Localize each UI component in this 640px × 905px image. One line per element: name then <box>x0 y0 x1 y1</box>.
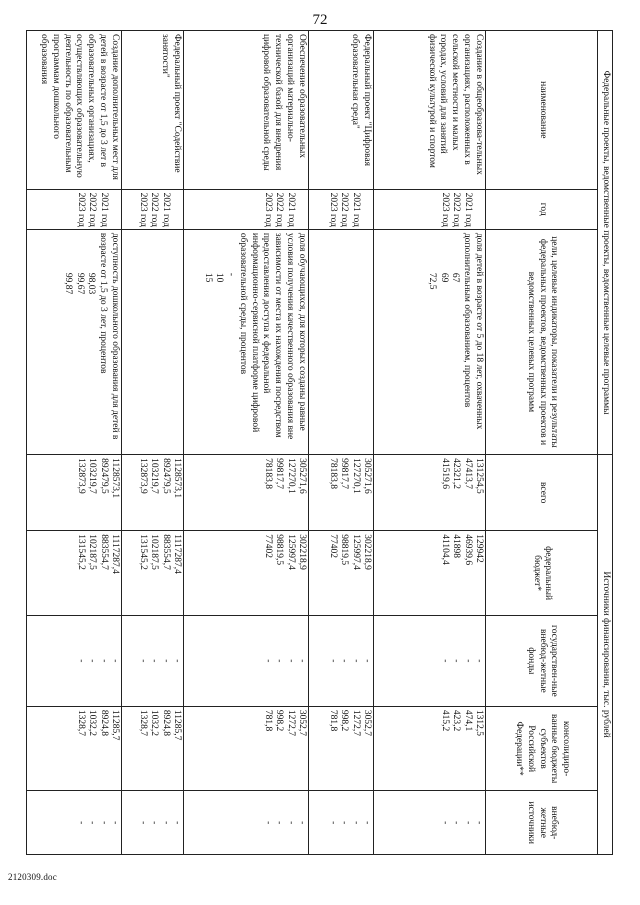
year-cell <box>27 189 122 229</box>
offbudget-cell-value: - <box>137 821 148 825</box>
header-federal: федеральный бюджет* <box>486 531 598 616</box>
year-cell-value: 2022 год <box>87 192 98 227</box>
state-funds-cell <box>374 615 486 706</box>
year-cell-value: 2023 год <box>327 192 338 227</box>
indicator-text: доступность дошкольного образования для детей в возрасте от 1,5 до 3 лет, процентов <box>98 232 121 440</box>
total-cell-value: 99817,7 <box>274 458 285 489</box>
table-row <box>184 31 309 855</box>
indicator-value <box>361 273 373 451</box>
federal-cell-value: 98819,5 <box>274 534 285 566</box>
year-cell-value <box>473 193 485 226</box>
consolidated-cell-value: 1272,7 <box>285 709 296 736</box>
federal-cell <box>309 531 374 616</box>
indicator-text: доля детей в возрасте от 5 до 18 лет, охваченных дополнительным образованием, процентов <box>462 232 485 430</box>
federal-cell <box>122 531 184 616</box>
indicator-values <box>148 233 183 451</box>
indicator-value <box>159 273 171 451</box>
project-name: Создание дополнительных мест для детей в возрасте от 1,5 до 3 лет в образовательных организациях, осуществляющих образовательную деятельность по образовательным программам дошкольного образования <box>27 31 122 190</box>
federal-cell-value: 129942 <box>474 534 485 563</box>
year-cell-value: 2021 год <box>350 192 361 227</box>
state-funds-cell-value: - <box>362 659 373 663</box>
year-cell-value <box>361 193 373 226</box>
federal-cell-value: 125997,4 <box>350 534 361 570</box>
year-cell <box>122 189 184 229</box>
year-cell-value <box>171 193 183 226</box>
total-cell <box>122 455 184 531</box>
offbudget-cell-value: - <box>160 821 171 825</box>
federal-cell <box>374 531 486 616</box>
header-group-funding: Источники финансирования, тыс. рублей <box>598 455 613 855</box>
funding-table <box>26 30 613 855</box>
total-cell-value: 78183,8 <box>327 458 338 489</box>
offbudget-cell-value: - <box>110 821 121 825</box>
state-funds-cell-value: - <box>327 659 338 663</box>
offbudget-cell-value: - <box>149 821 160 825</box>
table-row <box>374 31 486 855</box>
consolidated-cell-value: 423,2 <box>451 709 462 732</box>
offbudget-cell-value: - <box>339 821 350 825</box>
consolidated-cell-value: 3052,7 <box>362 709 373 736</box>
federal-cell-value: 98819,5 <box>339 534 350 566</box>
total-cell-value: 892479,5 <box>98 458 109 494</box>
federal-cell-value: 131545,2 <box>75 534 86 570</box>
indicator-value: 99,67 <box>74 272 85 295</box>
consolidated-cell-value: 1328,7 <box>75 709 86 736</box>
federal-cell-value: 883554,7 <box>160 534 171 570</box>
federal-cell-value: 302218,9 <box>362 534 373 570</box>
consolidated-cell-value: 1032,2 <box>87 709 98 736</box>
year-cell <box>184 189 309 229</box>
project-name: Федеральный проект "Содействие занятости" <box>122 31 184 190</box>
consolidated-cell <box>184 706 309 791</box>
federal-cell <box>27 531 122 616</box>
state-funds-cell-value: - <box>98 659 109 663</box>
offbudget-cell-value: - <box>274 821 285 825</box>
offbudget-cell-value: - <box>262 821 273 825</box>
indicator-value <box>148 273 160 451</box>
offbudget-cell-value: - <box>451 821 462 825</box>
table-body <box>27 31 486 855</box>
state-funds-cell-value: - <box>160 659 171 663</box>
header-name: наименование <box>486 31 598 190</box>
offbudget-cell-value: - <box>439 821 450 825</box>
consolidated-cell-value: 8924,8 <box>160 709 171 736</box>
state-funds-cell-value: - <box>137 659 148 663</box>
state-funds-cell-value: - <box>149 659 160 663</box>
consolidated-cell-value: 1312,5 <box>474 709 485 736</box>
consolidated-cell-value: 415,2 <box>439 709 450 732</box>
indicator-value: 98,03 <box>86 272 97 295</box>
state-funds-cell-value: - <box>172 659 183 663</box>
federal-cell-value: 302218,9 <box>297 534 308 570</box>
state-funds-cell-value: - <box>262 659 273 663</box>
total-cell-value: 127270,1 <box>285 458 296 494</box>
state-funds-cell-value: - <box>87 659 98 663</box>
year-cell-value: 2022 год <box>274 192 285 227</box>
year-cell-value <box>109 193 121 226</box>
table-row <box>309 31 374 855</box>
header-consolidated: консолидиро-ванные бюджеты субъектов Российской Федерации** <box>486 706 598 791</box>
offbudget-cell <box>309 791 374 855</box>
year-cell-value: 2023 год <box>439 192 450 227</box>
total-cell-value: 305271,6 <box>297 458 308 494</box>
state-funds-cell-value: - <box>439 659 450 663</box>
federal-cell <box>184 531 309 616</box>
consolidated-cell-value: 1032,2 <box>149 709 160 736</box>
consolidated-cell-value: 781,8 <box>327 709 338 732</box>
state-funds-cell-value: - <box>274 659 285 663</box>
indicator-value <box>171 273 183 451</box>
consolidated-cell <box>27 706 122 791</box>
federal-cell-value: 102187,5 <box>87 534 98 570</box>
offbudget-cell-value: - <box>362 821 373 825</box>
federal-cell-value: 77402 <box>327 534 338 559</box>
consolidated-cell-value: 3052,7 <box>297 709 308 736</box>
page-number: 72 <box>312 12 328 28</box>
indicator-value <box>349 273 361 451</box>
total-cell-value: 132873,9 <box>137 458 148 494</box>
year-cell <box>309 189 374 229</box>
consolidated-cell-value: 998,2 <box>274 709 285 732</box>
total-cell <box>27 455 122 531</box>
table-row <box>27 31 122 855</box>
state-funds-cell <box>309 615 374 706</box>
state-funds-cell-value: - <box>75 659 86 663</box>
total-cell-value: 1128573,1 <box>172 458 183 499</box>
total-cell-value: 127270,1 <box>350 458 361 494</box>
state-funds-cell-value: - <box>462 659 473 663</box>
year-cell-value: 2023 год <box>137 192 148 227</box>
state-funds-cell <box>184 615 309 706</box>
state-funds-cell-value: - <box>451 659 462 663</box>
federal-cell-value: 41104,4 <box>439 534 450 565</box>
offbudget-cell-value: - <box>172 821 183 825</box>
total-cell-value: 99817,7 <box>339 458 350 489</box>
consolidated-cell-value: 8924,8 <box>98 709 109 736</box>
federal-cell-value: 131545,2 <box>137 534 148 570</box>
offbudget-cell-value: - <box>474 821 485 825</box>
offbudget-cell-value: - <box>462 821 473 825</box>
indicator-cell <box>27 229 122 454</box>
offbudget-cell-value: - <box>350 821 361 825</box>
consolidated-cell-value: 1272,7 <box>350 709 361 736</box>
year-cell-value: 2023 год <box>75 192 86 227</box>
total-cell-value: 131254,5 <box>474 458 485 494</box>
federal-cell-value: 77402 <box>262 534 273 559</box>
indicator-cell <box>184 229 309 454</box>
state-funds-cell-value: - <box>339 659 350 663</box>
indicator-value: 69 <box>438 272 449 283</box>
indicator-value: 99,87 <box>63 272 74 295</box>
federal-cell-value: 46939,6 <box>462 534 473 566</box>
year-cell <box>374 189 486 229</box>
header-total: всего <box>486 455 598 531</box>
year-cell-value: 2021 год <box>462 192 473 227</box>
year-cell-value: 2022 год <box>451 192 462 227</box>
consolidated-cell-value: 474,1 <box>462 709 473 732</box>
offbudget-cell <box>27 791 122 855</box>
total-cell-value: 103219,7 <box>87 458 98 494</box>
offbudget-cell-value: - <box>297 821 308 825</box>
total-cell-value: 892479,5 <box>160 458 171 494</box>
federal-cell-value: 102187,5 <box>149 534 160 570</box>
federal-cell-value: 125997,4 <box>285 534 296 570</box>
document-code: 2120309.doc <box>8 872 57 882</box>
total-cell-value: 42321,2 <box>451 458 462 489</box>
total-cell-value: 47413,7 <box>462 458 473 489</box>
offbudget-cell <box>122 791 184 855</box>
consolidated-cell-value: 11285,7 <box>110 709 121 741</box>
year-cell-value: 2021 год <box>160 192 171 227</box>
federal-cell-value: 41898 <box>451 534 462 559</box>
total-cell <box>309 455 374 531</box>
state-funds-cell-value: - <box>285 659 296 663</box>
indicator-value: 10 <box>214 272 225 283</box>
state-funds-cell-value: - <box>297 659 308 663</box>
project-name: Федеральный проект "Цифровая образовательная среда" <box>309 31 374 190</box>
federal-cell-value: 883554,7 <box>98 534 109 570</box>
federal-cell-value: 1117287,4 <box>172 534 183 574</box>
offbudget-cell-value: - <box>87 821 98 825</box>
total-cell-value: 132873,9 <box>75 458 86 494</box>
state-funds-cell <box>27 615 122 706</box>
indicator-value: - <box>225 272 236 276</box>
state-funds-cell-value: - <box>110 659 121 663</box>
offbudget-cell-value: - <box>75 821 86 825</box>
total-cell-value: 1128573,1 <box>110 458 121 499</box>
year-cell-value: 2021 год <box>98 192 109 227</box>
project-name: Обеспечение образовательных организаций материально-технической базой для внедрения цифровой образовательной среды <box>184 31 309 190</box>
total-cell-value: 305271,6 <box>362 458 373 494</box>
year-cell-value: 2023 год <box>262 192 273 227</box>
indicator-value: 15 <box>202 272 213 283</box>
indicator-cell <box>122 229 184 454</box>
header-group-projects: Федеральные проекты, ведомственные проекты, ведомственные целевые программы <box>598 31 613 455</box>
offbudget-cell <box>184 791 309 855</box>
consolidated-cell-value: 11285,7 <box>172 709 183 741</box>
header-year: год <box>486 189 598 229</box>
offbudget-cell-value: - <box>327 821 338 825</box>
year-cell-value: 2022 год <box>339 192 350 227</box>
state-funds-cell-value: - <box>350 659 361 663</box>
year-cell-value: 2021 год <box>285 192 296 227</box>
offbudget-cell <box>374 791 486 855</box>
year-cell-value <box>296 193 308 226</box>
header-offbudget: внебюд-жетные источники <box>486 791 598 855</box>
indicator-value: 67 <box>450 272 461 283</box>
federal-cell-value: 1117287,4 <box>110 534 121 574</box>
indicator-values <box>62 233 97 451</box>
consolidated-cell-value: 998,2 <box>339 709 350 732</box>
state-funds-cell-value: - <box>474 659 485 663</box>
table-row <box>122 31 184 855</box>
total-cell-value: 78183,8 <box>262 458 273 489</box>
offbudget-cell-value: - <box>285 821 296 825</box>
indicator-values <box>201 233 236 451</box>
project-name: Создание в общеобразова-тельных организациях, расположенных в сельской местности и малых городах, условий для занятий физической культурой и спортом <box>374 31 486 190</box>
consolidated-cell <box>122 706 184 791</box>
indicator-values <box>338 233 373 451</box>
indicator-value: 72,5 <box>427 272 438 290</box>
consolidated-cell-value: 1328,7 <box>137 709 148 736</box>
rotated-table-sheet <box>23 30 613 855</box>
header-indicators: цели, целевые индикаторы, показатели и результаты федеральных проектов, ведомственных проектов и ведомственных целевых программ <box>486 229 598 454</box>
year-cell-value: 2022 год <box>149 192 160 227</box>
total-cell-value: 103219,7 <box>149 458 160 494</box>
total-cell <box>374 455 486 531</box>
consolidated-cell <box>309 706 374 791</box>
offbudget-cell-value: - <box>98 821 109 825</box>
indicator-cell <box>309 229 374 454</box>
consolidated-cell <box>374 706 486 791</box>
indicator-text: доля обучающихся, для которых созданы равные условия получения качественного образования вне зависимости от места их нахождения посредством предоставления доступа к федеральной информационно-сервисной платформе цифровой образовательной среды, процентов <box>237 232 308 440</box>
indicator-value <box>338 273 350 451</box>
total-cell <box>184 455 309 531</box>
indicator-cell <box>374 229 486 454</box>
total-cell-value: 41519,6 <box>439 458 450 489</box>
indicator-values <box>426 233 461 451</box>
header-state-funds: государствен-ные внебюд-жетные фонды <box>486 615 598 706</box>
state-funds-cell <box>122 615 184 706</box>
consolidated-cell-value: 781,8 <box>262 709 273 732</box>
